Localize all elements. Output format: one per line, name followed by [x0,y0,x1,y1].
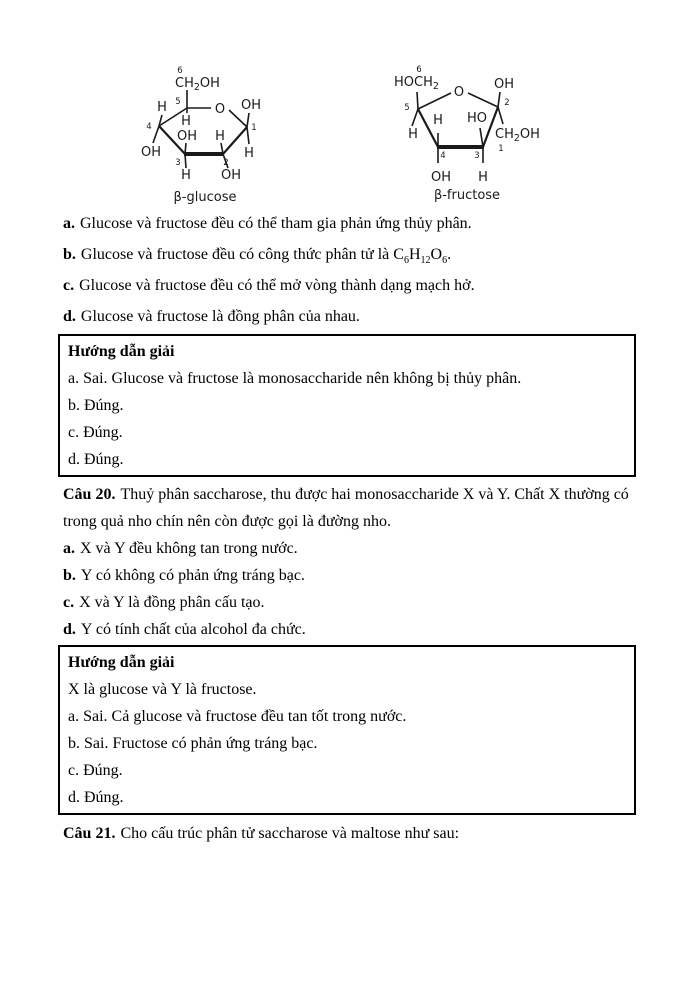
option-letter: d. [63,308,76,325]
fructose-carbon6-number: 6 [416,65,422,75]
option-text: Glucose và fructose đều có công thức phân tử là [80,246,394,263]
fructose-c3-ho-up: HO [466,111,488,126]
fructose-c2-oh-up: OH [493,77,515,92]
fructose-c4-h-up: H [433,113,443,128]
fructose-carbon2-number: 2 [504,98,510,108]
page-content [58,0,636,847]
fructose-carbon3-number: 3 [474,151,480,161]
glucose-c3-h-down: H [181,168,191,183]
fructose-c5-h-down: H [408,127,418,142]
solution-line: c. Đúng. [68,762,123,779]
question-text: Cho cấu trúc phân tử saccharose và maltose như sau: [120,825,460,842]
q20-option-d [58,616,636,643]
solution-line: b. Sai. Fructose có phản ứng tráng bạc. [68,735,318,752]
q20-option-a [58,535,636,562]
question19-options [58,208,636,332]
glucose-carbon1-number: 1 [251,123,257,133]
question20-stem [58,481,636,535]
solution-line: X là glucose và Y là fructose. [68,681,257,698]
fructose-hoch2-group: $HOCH_2$ [394,75,439,92]
option-text: Glucose và fructose đều có thể tham gia phản ứng thủy phân. [80,215,472,232]
glucose-c3-oh-up: OH [176,129,198,144]
glucose-c4-oh-down: OH [141,145,162,160]
glucose-c5-h-down: H [181,114,191,129]
question-number: Câu 20. [63,486,116,503]
option-letter: c. [63,594,75,611]
option-text-end: . [447,246,452,263]
glucose-ch2oh-group: $CH_2OH$ [175,76,220,93]
solution-line: c. Đúng. [68,424,123,441]
figures-row [58,0,636,205]
solution-line: a. Sai. Cả glucose và fructose đều tan tốt trong nước. [68,708,407,725]
q20-option-b [58,562,636,589]
glucose-c2-h-up: H [215,129,225,144]
glucose-c2-oh-down: OH [220,168,242,183]
option-letter: d. [63,621,76,638]
fructose-ch2oh-group: $CH_2OH$ [495,127,540,144]
chemical-formula-c6h12o6: $C_6H_{12}O_6$ [393,246,448,267]
q19-option-c [58,270,636,301]
solution-line: d. Đúng. [68,789,124,806]
question-text: Thuỷ phân saccharose, thu được hai monosaccharide X và Y. Chất X thường có trong quả nho chín nên còn được gọi là đường nho. [63,486,629,530]
option-text: Glucose và fructose đều có thể mở vòng thành dạng mạch hở. [79,277,475,294]
solution-title: Hướng dẫn giải [68,343,175,360]
glucose-carbon2-number: 2 [223,158,229,168]
question20-options [58,535,636,643]
solution-line: b. Đúng. [68,397,124,414]
option-letter: a. [63,215,75,232]
question21-stem [58,820,636,847]
q19-option-a [58,208,636,239]
fructose-carbon5-number: 5 [404,103,410,113]
solution-line: a. Sai. Glucose và fructose là monosaccharide nên không bị thủy phân. [68,370,522,387]
glucose-carbon3-number: 3 [175,158,181,168]
fructose-bonds [412,92,503,163]
glucose-atom-labels [141,66,261,205]
fructose-caption: β-fructose [433,188,501,203]
glucose-bonds [153,90,249,168]
fructose-c4-oh-down: OH [430,170,452,185]
option-text: Glucose và fructose là đồng phân của nhau. [80,308,360,325]
glucose-carbon4-number: 4 [146,122,152,132]
fructose-structure-diagram [391,60,556,205]
q20-option-c [58,589,636,616]
glucose-carbon5-number: 5 [175,97,181,107]
q19-option-b [58,239,636,270]
fructose-carbon4-number: 4 [440,151,446,161]
solution-title: Hướng dẫn giải [68,654,175,671]
question-number: Câu 21. [63,825,116,842]
glucose-caption: β-glucose [173,190,237,205]
glucose-structure-diagram [141,58,276,208]
glucose-c1-oh-up: OH [240,98,262,113]
option-text: Y có tính chất của alcohol đa chức. [80,621,306,638]
fructose-carbon1-number: 1 [498,144,504,154]
fructose-c3-h-down: H [478,170,488,185]
glucose-carbon6-number: 6 [177,66,183,76]
solution-box-19 [58,334,636,477]
solution-box-20 [58,645,636,815]
option-text: X và Y là đồng phân cấu tạo. [79,594,265,611]
option-letter: c. [63,277,75,294]
q19-option-d [58,301,636,332]
option-text: X và Y đều không tan trong nước. [80,540,298,557]
glucose-c1-h-down: H [244,146,254,161]
fructose-ring-oxygen: O [453,85,465,100]
option-letter: b. [63,246,76,263]
option-letter: b. [63,567,76,584]
glucose-c4-h-up: H [157,100,167,115]
fructose-atom-labels [394,65,540,203]
solution-line: d. Đúng. [68,451,124,468]
glucose-ring-oxygen: O [214,102,226,117]
option-letter: a. [63,540,75,557]
option-text: Y có không có phản ứng tráng bạc. [80,567,305,584]
